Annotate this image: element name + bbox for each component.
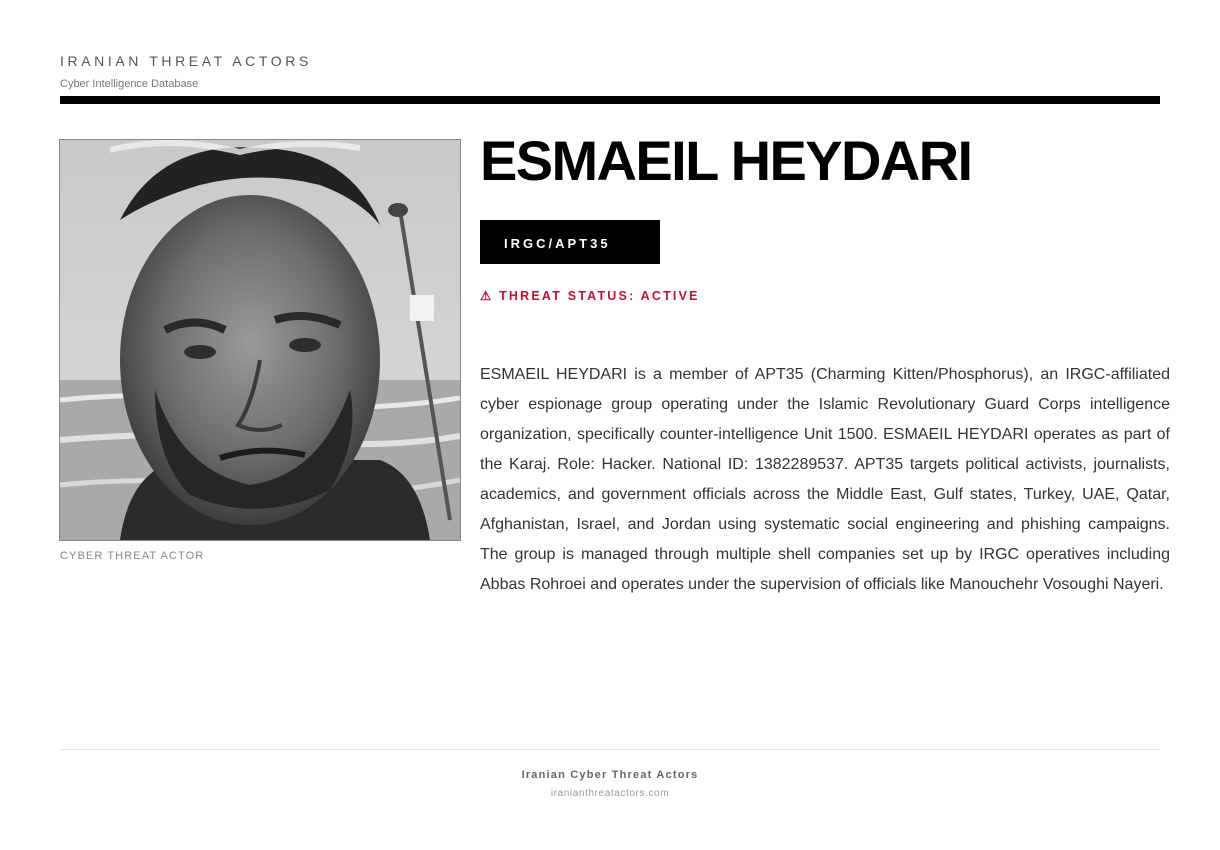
- profile-photo: [59, 139, 461, 541]
- photo-caption: CYBER THREAT ACTOR: [60, 550, 205, 562]
- footer-divider: [60, 749, 1160, 750]
- footer-url: iranianthreatactors.com: [550, 788, 670, 799]
- actor-bio: ESMAEIL HEYDARI is a member of APT35 (Charming Kitten/Phosphorus), an IRGC-affiliated cyber espionage group operating under the Islamic Revolutionary Guard Corps intelligence organization, specifically counter-intelligence Unit 1500. ESMAEIL HEYDARI operates as part of the Karaj. Role: Hacker. National ID: 1382289537. APT35 targets political activists, journalists, academics, and government officials across the Middle East, Gulf states, Turkey, UAE, Qatar, Afghanistan, Israel, and Jordan using systematic social engineering and phishing campaigns. The group is managed through multiple shell companies set up by IRGC operatives including Abbas Rohroei and operates under the supervision of officials like Manouchehr Vosoughi Nayeri.: [480, 366, 1170, 593]
- actor-name: ESMAEIL HEYDARI: [480, 129, 972, 192]
- threat-status-label: THREAT STATUS: ACTIVE: [499, 289, 700, 303]
- site-title: IRANIAN THREAT ACTORS: [60, 53, 312, 69]
- header-divider: [60, 96, 1160, 104]
- threat-status: [480, 288, 700, 303]
- warning-icon: ⚠: [480, 289, 494, 303]
- group-badge: IRGC/APT35: [480, 220, 660, 264]
- footer-title: Iranian Cyber Threat Actors: [521, 769, 699, 781]
- site-subtitle: Cyber Intelligence Database: [60, 78, 199, 90]
